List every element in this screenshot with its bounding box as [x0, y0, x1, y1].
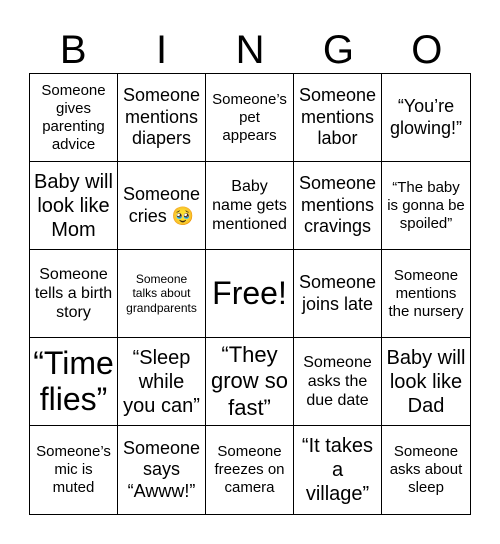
bingo-cell-text: Free! — [212, 274, 287, 311]
bingo-cell-text: Someone talks about grandparents — [126, 271, 197, 315]
bingo-cell-14[interactable] — [294, 250, 382, 338]
bingo-cell-text: Someone mentions the nursery — [388, 266, 464, 320]
bingo-cell-2[interactable] — [118, 74, 206, 162]
bingo-cell-text: Someone joins late — [298, 271, 377, 314]
bingo-cell-text: “They grow so fast” — [210, 341, 289, 420]
header-letter-o: O — [411, 28, 443, 72]
bingo-cell-18[interactable] — [206, 338, 294, 426]
bingo-cell-text: “Time flies” — [33, 345, 114, 417]
bingo-cell-text: Someone asks about sleep — [389, 443, 463, 496]
bingo-cell-text: Someone mentions diapers — [122, 85, 201, 149]
bingo-cell-11[interactable] — [30, 250, 118, 338]
bingo-cell-16[interactable] — [30, 338, 118, 426]
bingo-cell-text: Someone cries 🥹 — [122, 183, 201, 226]
bingo-header — [29, 28, 471, 72]
header-letter-i: I — [156, 28, 168, 72]
bingo-cell-20[interactable] — [382, 338, 470, 426]
bingo-cell-19[interactable] — [294, 338, 382, 426]
bingo-cell-6[interactable] — [30, 162, 118, 250]
bingo-cell-5[interactable] — [382, 74, 470, 162]
bingo-cell-text: Baby name gets mentioned — [212, 177, 287, 234]
bingo-cell-3[interactable] — [206, 74, 294, 162]
bingo-cell-23[interactable] — [206, 426, 294, 514]
bingo-cell-7[interactable] — [118, 162, 206, 250]
bingo-cell-22[interactable] — [118, 426, 206, 514]
bingo-cell-text: Someone gives parenting advice — [41, 81, 106, 153]
bingo-cell-text: Baby will look like Mom — [34, 170, 113, 241]
bingo-cell-12[interactable] — [118, 250, 206, 338]
bingo-board — [29, 73, 471, 515]
bingo-cell-text: Someone freezes on camera — [214, 443, 285, 496]
bingo-cell-text: “You’re glowing!” — [389, 95, 463, 138]
bingo-cell-text: Someone asks the due date — [303, 353, 372, 410]
bingo-cell-17[interactable] — [118, 338, 206, 426]
bingo-cell-24[interactable] — [294, 426, 382, 514]
bingo-cell-text: “It takes a village” — [301, 435, 374, 505]
bingo-cell-21[interactable] — [30, 426, 118, 514]
header-letter-n: N — [235, 28, 265, 72]
bingo-cell-1[interactable] — [30, 74, 118, 162]
bingo-cell-text: Someone tells a birth story — [34, 265, 113, 322]
bingo-cell-text: Someone’s mic is muted — [36, 443, 111, 496]
bingo-cell-10[interactable] — [382, 162, 470, 250]
bingo-cell-9[interactable] — [294, 162, 382, 250]
bingo-cell-text: “Sleep while you can” — [123, 346, 200, 417]
bingo-cell-8[interactable] — [206, 162, 294, 250]
bingo-cell-text: “The baby is gonna be spoiled” — [387, 178, 465, 232]
bingo-cell-text: Baby will look like Dad — [386, 346, 466, 417]
bingo-cell-15[interactable] — [382, 250, 470, 338]
bingo-cell-4[interactable] — [294, 74, 382, 162]
header-letter-b: B — [59, 28, 87, 72]
bingo-cell-text: Someone’s pet appears — [212, 90, 287, 144]
bingo-cell-text: Someone says “Awww!” — [122, 437, 201, 501]
bingo-cell-text: Someone mentions labor — [298, 85, 377, 149]
bingo-cell-text: Someone mentions cravings — [298, 173, 377, 237]
bingo-cell-25[interactable] — [382, 426, 470, 514]
bingo-cell-free[interactable] — [206, 250, 294, 338]
header-letter-g: G — [322, 28, 354, 72]
